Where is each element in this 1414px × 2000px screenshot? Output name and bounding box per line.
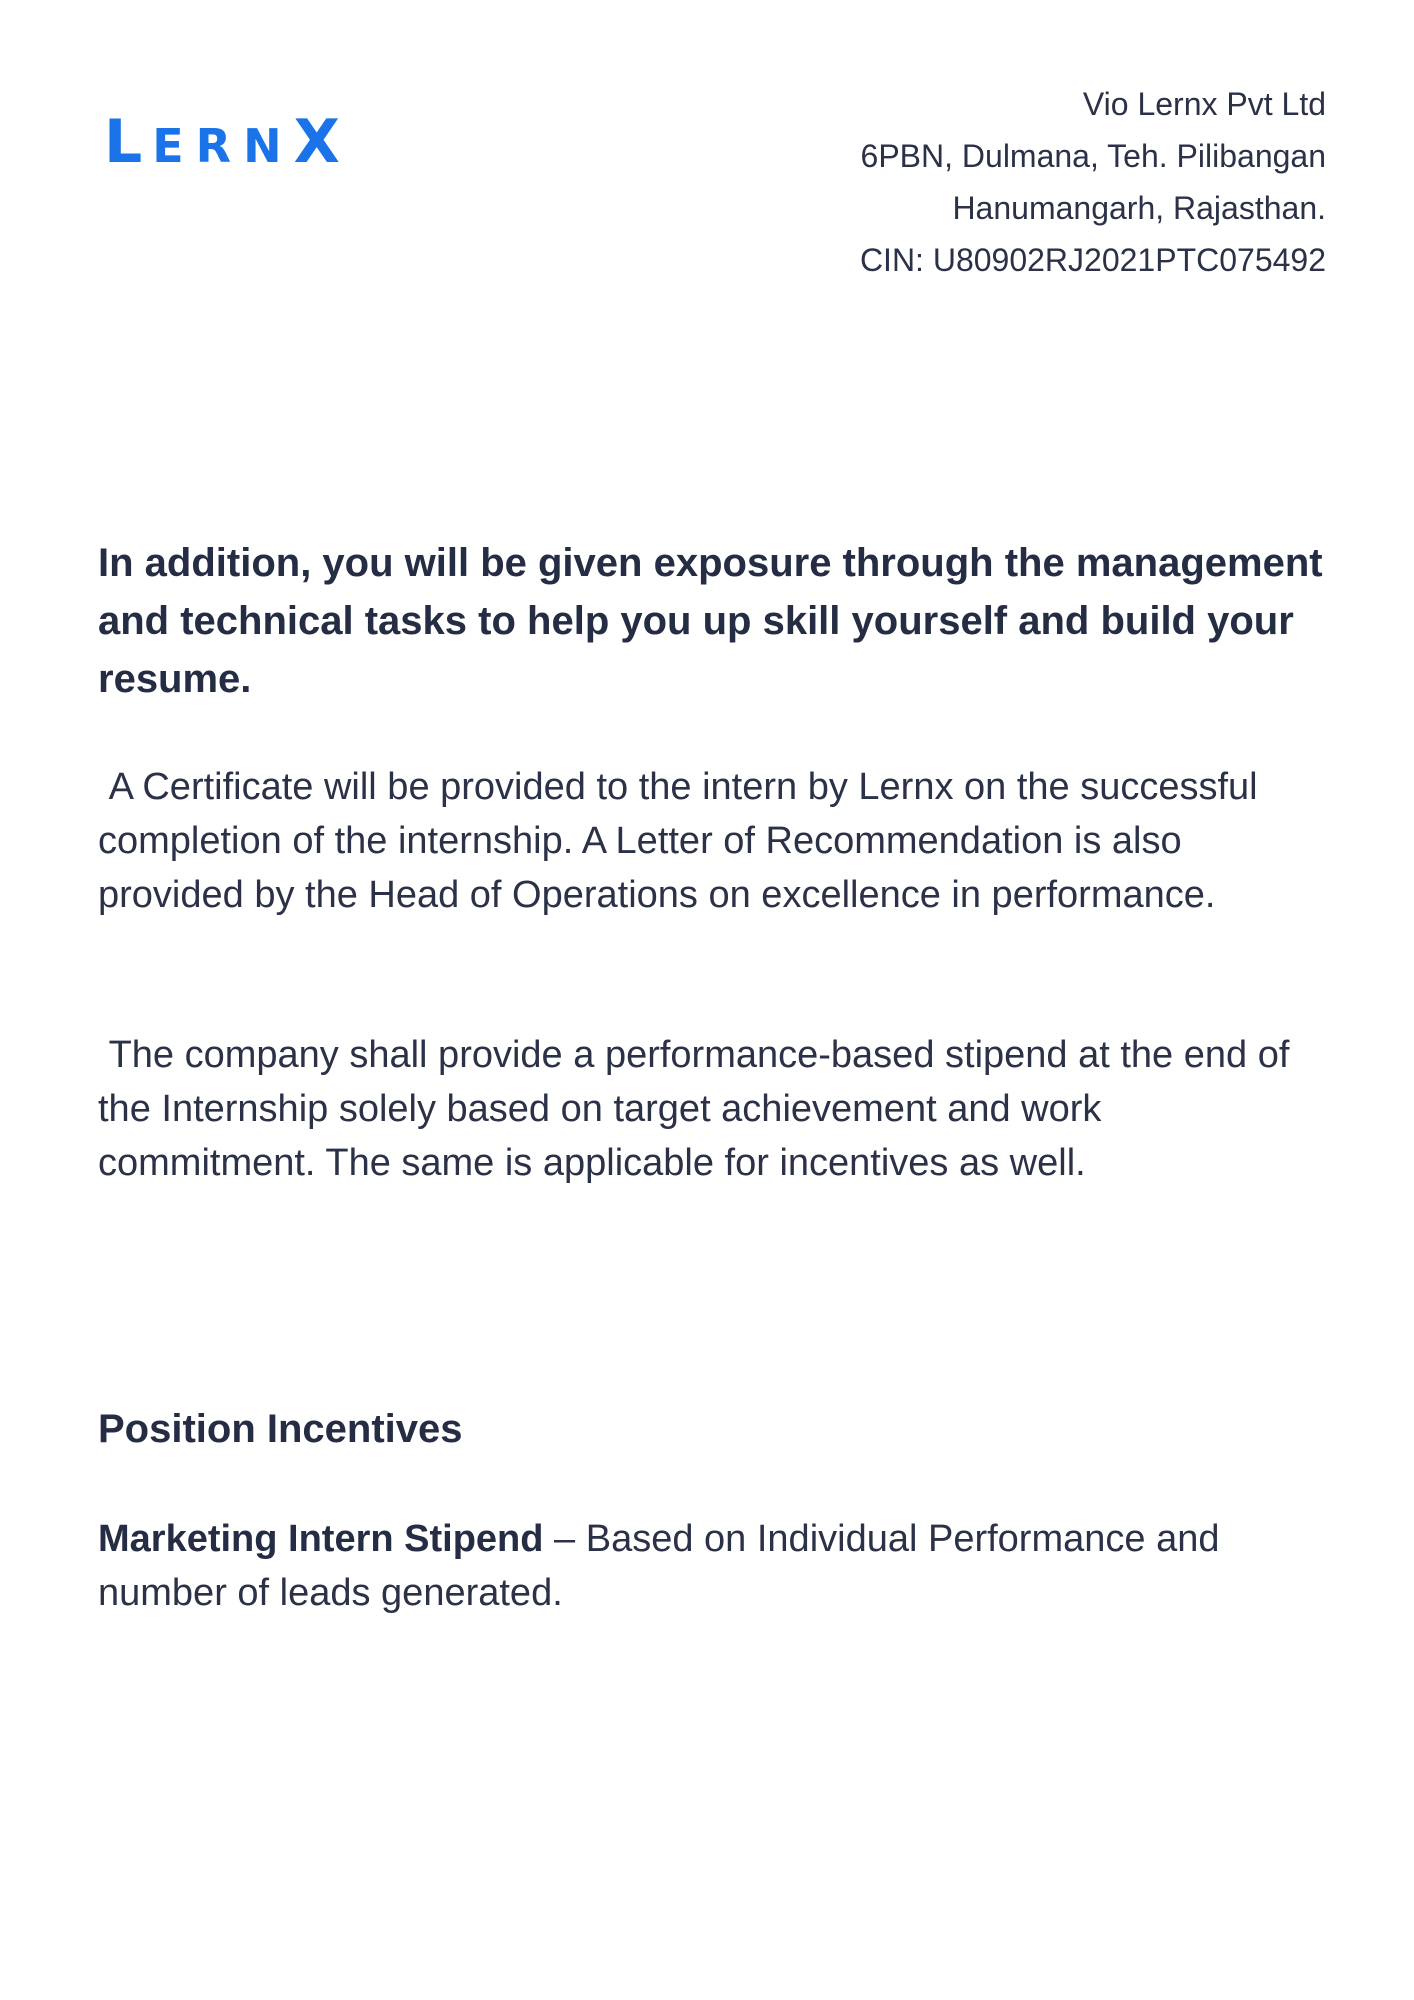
certificate-paragraph xyxy=(98,760,1328,922)
certificate-text: A Certificate will be provided to the intern by Lernx on the successful completion of the internship. A Letter of Recommendation is also provided by the Head of Operations on excellence in performance. xyxy=(98,766,1258,916)
position-incentives-heading: Position Incentives xyxy=(98,1407,463,1451)
company-cin: CIN: U80902RJ2021PTC075492 xyxy=(859,242,1326,278)
company-name: Vio Lernx Pvt Ltd xyxy=(1082,86,1326,122)
logo-letter-x: X xyxy=(293,107,350,177)
logo-letters-ern: ERN xyxy=(152,119,294,173)
stipend-policy-text: The company shall provide a performance-based stipend at the end of the Internship solely based on target achievement and work commitment. The same is applicable for incentives as well. xyxy=(98,1034,1290,1184)
address-line-1: 6PBN, Dulmana, Teh. Pilibangan xyxy=(860,138,1326,174)
logo-letter-l: L xyxy=(104,107,153,177)
company-logo xyxy=(104,107,350,177)
stipend-line xyxy=(98,1512,1328,1620)
intro-paragraph: In addition, you will be given exposure through the management and technical tasks to help you up skill yourself and build your resume. xyxy=(98,541,1323,701)
stipend-label: Marketing Intern Stipend xyxy=(98,1518,544,1560)
stipend-policy-paragraph xyxy=(98,1028,1328,1190)
address-line-2: Hanumangarh, Rajasthan. xyxy=(952,190,1326,226)
company-address-block xyxy=(860,78,1326,286)
stipend-description: – Based on Individual Performance and number of leads generated. xyxy=(98,1518,1220,1614)
